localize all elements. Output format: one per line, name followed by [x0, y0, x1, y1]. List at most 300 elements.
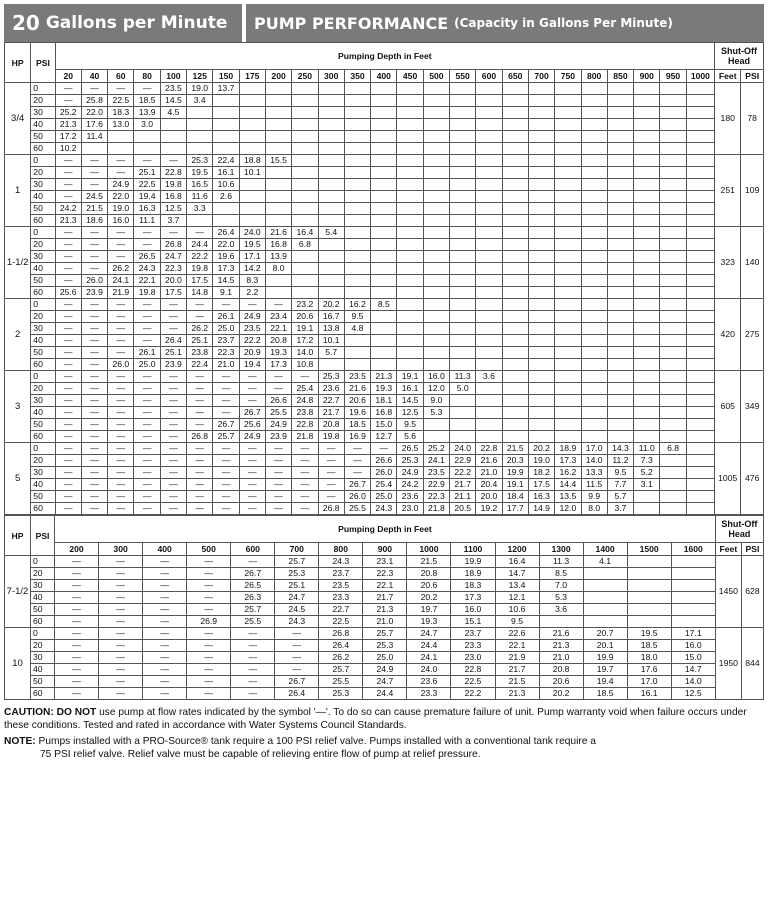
capacity-cell: —	[99, 556, 143, 568]
capacity-cell	[502, 83, 528, 95]
capacity-cell	[627, 616, 671, 628]
psi-cell: 30	[31, 179, 55, 191]
capacity-cell: 26.2	[187, 323, 213, 335]
capacity-cell: 23.5	[344, 371, 370, 383]
capacity-cell: 25.7	[363, 628, 407, 640]
table-row	[5, 628, 764, 640]
capacity-cell	[292, 95, 318, 107]
capacity-cell: 23.8	[187, 347, 213, 359]
capacity-cell: —	[213, 395, 239, 407]
capacity-cell: 24.9	[239, 311, 265, 323]
capacity-cell	[397, 107, 423, 119]
capacity-cell: 13.9	[265, 251, 291, 263]
capacity-cell	[660, 155, 686, 167]
capacity-cell: —	[143, 652, 187, 664]
capacity-cell	[213, 215, 239, 227]
capacity-cell	[607, 395, 633, 407]
capacity-cell: 21.5	[407, 556, 451, 568]
capacity-cell	[634, 107, 660, 119]
capacity-cell	[371, 155, 397, 167]
capacity-cell: —	[265, 503, 291, 515]
capacity-cell: —	[292, 455, 318, 467]
capacity-cell: —	[55, 407, 81, 419]
capacity-cell	[555, 215, 581, 227]
capacity-cell: —	[134, 395, 160, 407]
shutoff-feet-cell: 323	[715, 227, 741, 299]
capacity-cell: —	[239, 467, 265, 479]
capacity-cell: —	[55, 239, 81, 251]
capacity-cell: 19.2	[476, 503, 502, 515]
capacity-cell: 7.3	[634, 455, 660, 467]
capacity-cell: 3.7	[160, 215, 186, 227]
shutoff-feet-header: Feet	[715, 70, 741, 83]
capacity-cell: —	[81, 371, 107, 383]
capacity-cell: 25.3	[363, 640, 407, 652]
capacity-cell	[581, 359, 607, 371]
capacity-cell	[344, 335, 370, 347]
capacity-cell: —	[265, 443, 291, 455]
capacity-cell: 9.5	[495, 616, 539, 628]
capacity-cell	[344, 179, 370, 191]
capacity-cell	[371, 119, 397, 131]
psi-cell: 0	[31, 227, 55, 239]
capacity-cell: 22.5	[319, 616, 363, 628]
capacity-cell	[686, 419, 714, 431]
capacity-cell: 15.1	[451, 616, 495, 628]
capacity-cell	[476, 323, 502, 335]
capacity-cell: 25.4	[371, 479, 397, 491]
capacity-cell: 10.6	[495, 604, 539, 616]
capacity-cell: 24.1	[108, 275, 134, 287]
hp-cell: 10	[5, 628, 31, 700]
capacity-cell	[397, 359, 423, 371]
psi-header: PSI	[31, 43, 55, 83]
capacity-cell	[265, 215, 291, 227]
shutoff-psi-cell: 844	[741, 628, 763, 700]
capacity-cell	[686, 383, 714, 395]
depth-column-header: 650	[502, 70, 528, 83]
capacity-cell	[213, 95, 239, 107]
capacity-cell: 25.3	[397, 455, 423, 467]
capacity-cell	[627, 604, 671, 616]
capacity-cell	[371, 323, 397, 335]
capacity-cell: 5.6	[397, 431, 423, 443]
capacity-cell: —	[108, 431, 134, 443]
table-row	[5, 179, 764, 191]
capacity-cell: —	[187, 592, 231, 604]
capacity-cell: —	[265, 455, 291, 467]
depth-column-header: 1100	[451, 543, 495, 556]
capacity-cell: 26.1	[213, 311, 239, 323]
depth-column-header: 40	[81, 70, 107, 83]
capacity-cell	[476, 359, 502, 371]
psi-cell: 30	[31, 395, 55, 407]
capacity-cell	[528, 143, 554, 155]
capacity-cell: —	[55, 311, 81, 323]
capacity-cell: 24.9	[363, 664, 407, 676]
table-row	[5, 676, 764, 688]
capacity-cell: 16.9	[344, 431, 370, 443]
table-row	[5, 263, 764, 275]
capacity-cell: —	[55, 263, 81, 275]
capacity-cell	[450, 107, 476, 119]
capacity-cell	[634, 395, 660, 407]
capacity-cell	[671, 580, 715, 592]
capacity-cell: 19.6	[213, 251, 239, 263]
capacity-cell: 22.2	[451, 688, 495, 700]
capacity-cell: —	[213, 371, 239, 383]
capacity-cell	[555, 395, 581, 407]
table-row	[5, 131, 764, 143]
capacity-cell	[528, 203, 554, 215]
capacity-cell	[397, 299, 423, 311]
psi-cell: 40	[31, 664, 55, 676]
capacity-cell	[502, 95, 528, 107]
table-row	[5, 239, 764, 251]
capacity-cell	[660, 335, 686, 347]
capacity-cell: 25.5	[231, 616, 275, 628]
capacity-cell	[686, 143, 714, 155]
capacity-cell	[397, 275, 423, 287]
capacity-cell	[397, 191, 423, 203]
capacity-cell	[607, 407, 633, 419]
capacity-cell	[423, 347, 449, 359]
performance-table-lower	[4, 515, 764, 700]
capacity-cell	[581, 335, 607, 347]
capacity-cell: —	[99, 604, 143, 616]
capacity-cell	[660, 251, 686, 263]
capacity-cell	[607, 323, 633, 335]
capacity-cell: 24.3	[134, 263, 160, 275]
capacity-cell	[397, 251, 423, 263]
capacity-cell: 14.2	[239, 263, 265, 275]
capacity-cell	[634, 299, 660, 311]
capacity-cell	[660, 227, 686, 239]
capacity-cell	[660, 431, 686, 443]
capacity-cell	[318, 155, 344, 167]
psi-cell: 40	[31, 335, 55, 347]
capacity-cell: 16.4	[292, 227, 318, 239]
capacity-cell	[344, 287, 370, 299]
capacity-cell: —	[134, 383, 160, 395]
capacity-cell: 24.9	[397, 467, 423, 479]
shutoff-feet-cell: 420	[715, 299, 741, 371]
capacity-cell	[292, 179, 318, 191]
capacity-cell	[660, 143, 686, 155]
capacity-cell: 21.3	[55, 215, 81, 227]
capacity-cell: —	[265, 467, 291, 479]
capacity-cell: 19.5	[239, 239, 265, 251]
capacity-cell: 9.5	[344, 311, 370, 323]
capacity-cell: —	[108, 371, 134, 383]
capacity-cell	[634, 227, 660, 239]
capacity-cell: —	[55, 251, 81, 263]
capacity-cell	[371, 263, 397, 275]
capacity-cell	[607, 347, 633, 359]
capacity-cell	[581, 263, 607, 275]
capacity-cell: 20.6	[407, 580, 451, 592]
capacity-cell: —	[108, 83, 134, 95]
capacity-cell: —	[55, 556, 99, 568]
psi-cell: 20	[31, 640, 55, 652]
capacity-cell: 23.6	[397, 491, 423, 503]
capacity-cell: 23.5	[319, 580, 363, 592]
capacity-cell	[660, 323, 686, 335]
capacity-cell: 22.5	[451, 676, 495, 688]
capacity-cell: 26.4	[275, 688, 319, 700]
depth-column-header: 150	[213, 70, 239, 83]
capacity-cell	[686, 107, 714, 119]
capacity-cell: 26.7	[231, 568, 275, 580]
capacity-cell	[686, 407, 714, 419]
capacity-cell: —	[55, 275, 81, 287]
capacity-cell: —	[160, 419, 186, 431]
capacity-cell: —	[108, 347, 134, 359]
capacity-cell: —	[81, 83, 107, 95]
capacity-cell: 24.3	[275, 616, 319, 628]
shutoff-feet-header: Feet	[715, 543, 741, 556]
hp-cell: 5	[5, 443, 31, 515]
capacity-cell: —	[187, 443, 213, 455]
capacity-cell: —	[231, 640, 275, 652]
capacity-cell: —	[55, 155, 81, 167]
capacity-cell: —	[231, 652, 275, 664]
capacity-cell: —	[231, 556, 275, 568]
capacity-cell	[318, 287, 344, 299]
shutoff-feet-cell: 1005	[715, 443, 741, 515]
capacity-cell: 26.3	[231, 592, 275, 604]
pumping-depth-header: Pumping Depth in Feet	[55, 43, 715, 70]
capacity-cell: 11.4	[81, 131, 107, 143]
capacity-cell: 21.3	[539, 640, 583, 652]
depth-column-header: 750	[555, 70, 581, 83]
capacity-cell	[292, 275, 318, 287]
capacity-cell: 18.1	[371, 395, 397, 407]
capacity-cell	[187, 215, 213, 227]
capacity-cell: —	[143, 616, 187, 628]
capacity-cell: —	[55, 335, 81, 347]
capacity-cell	[634, 251, 660, 263]
capacity-cell: 26.9	[187, 616, 231, 628]
capacity-cell	[476, 119, 502, 131]
capacity-cell: —	[231, 688, 275, 700]
capacity-cell: —	[134, 503, 160, 515]
capacity-cell: —	[99, 664, 143, 676]
capacity-cell	[450, 191, 476, 203]
shutoff-psi-cell: 140	[741, 227, 764, 299]
table-row	[5, 503, 764, 515]
shutoff-psi-cell: 78	[741, 83, 764, 155]
depth-column-header: 125	[187, 70, 213, 83]
capacity-cell: 16.4	[495, 556, 539, 568]
capacity-cell	[423, 143, 449, 155]
capacity-cell	[502, 191, 528, 203]
capacity-cell	[344, 359, 370, 371]
capacity-cell	[292, 155, 318, 167]
capacity-cell: 20.8	[265, 335, 291, 347]
table-row	[5, 592, 764, 604]
capacity-cell: —	[239, 491, 265, 503]
capacity-cell: 17.6	[81, 119, 107, 131]
capacity-cell	[583, 592, 627, 604]
capacity-cell	[581, 95, 607, 107]
capacity-cell: —	[160, 155, 186, 167]
capacity-cell: —	[187, 395, 213, 407]
capacity-cell: —	[143, 580, 187, 592]
psi-cell: 0	[31, 83, 55, 95]
capacity-cell	[397, 263, 423, 275]
capacity-cell	[502, 203, 528, 215]
capacity-cell	[528, 263, 554, 275]
capacity-cell: 16.0	[108, 215, 134, 227]
capacity-cell: —	[160, 503, 186, 515]
capacity-cell: 20.2	[528, 443, 554, 455]
capacity-cell	[528, 335, 554, 347]
capacity-cell	[660, 299, 686, 311]
psi-cell: 60	[31, 143, 55, 155]
capacity-cell: 25.7	[213, 431, 239, 443]
capacity-cell: 9.5	[607, 467, 633, 479]
psi-cell: 40	[31, 119, 55, 131]
capacity-cell: 19.8	[187, 263, 213, 275]
capacity-cell: 26.1	[134, 347, 160, 359]
capacity-cell: —	[99, 652, 143, 664]
psi-cell: 30	[31, 467, 55, 479]
capacity-cell: 19.8	[160, 179, 186, 191]
capacity-cell: —	[81, 419, 107, 431]
capacity-cell: 25.0	[213, 323, 239, 335]
psi-cell: 30	[31, 251, 55, 263]
capacity-cell	[555, 119, 581, 131]
capacity-cell	[583, 568, 627, 580]
capacity-cell	[607, 95, 633, 107]
capacity-cell: —	[213, 491, 239, 503]
capacity-cell: —	[55, 467, 81, 479]
capacity-cell: —	[55, 652, 99, 664]
depth-column-header: 300	[318, 70, 344, 83]
depth-column-header: 100	[160, 70, 186, 83]
depth-column-header: 350	[344, 70, 370, 83]
capacity-cell	[371, 275, 397, 287]
capacity-cell	[555, 239, 581, 251]
capacity-cell: 18.4	[502, 491, 528, 503]
capacity-cell: —	[108, 395, 134, 407]
capacity-cell	[528, 347, 554, 359]
capacity-cell: 4.5	[160, 107, 186, 119]
capacity-cell: —	[55, 640, 99, 652]
capacity-cell: 25.7	[319, 664, 363, 676]
capacity-cell	[134, 143, 160, 155]
capacity-cell: —	[55, 167, 81, 179]
capacity-cell	[476, 227, 502, 239]
capacity-cell	[555, 347, 581, 359]
capacity-cell	[292, 263, 318, 275]
capacity-cell: 23.7	[213, 335, 239, 347]
capacity-cell: —	[187, 383, 213, 395]
capacity-cell	[476, 131, 502, 143]
capacity-cell: 5.0	[450, 383, 476, 395]
capacity-cell: 11.2	[607, 455, 633, 467]
capacity-cell: 26.8	[187, 431, 213, 443]
capacity-cell	[318, 179, 344, 191]
shutoff-feet-cell: 1950	[715, 628, 741, 700]
performance-title: PUMP PERFORMANCE	[254, 13, 449, 33]
capacity-cell: 20.8	[318, 419, 344, 431]
capacity-cell: 17.5	[160, 287, 186, 299]
capacity-cell	[476, 263, 502, 275]
capacity-cell: 12.0	[555, 503, 581, 515]
capacity-cell: —	[213, 443, 239, 455]
capacity-cell: —	[160, 431, 186, 443]
capacity-cell	[686, 395, 714, 407]
capacity-cell	[671, 604, 715, 616]
capacity-cell: 13.8	[318, 323, 344, 335]
capacity-cell: 19.3	[407, 616, 451, 628]
capacity-cell: —	[81, 479, 107, 491]
capacity-cell	[476, 395, 502, 407]
capacity-cell: —	[160, 311, 186, 323]
capacity-cell	[423, 335, 449, 347]
capacity-cell: —	[134, 479, 160, 491]
capacity-cell: —	[160, 455, 186, 467]
capacity-cell	[555, 323, 581, 335]
capacity-cell: 16.1	[627, 688, 671, 700]
capacity-cell	[555, 83, 581, 95]
capacity-cell	[371, 359, 397, 371]
table-row	[5, 640, 764, 652]
capacity-cell: 18.6	[81, 215, 107, 227]
capacity-cell: 25.7	[275, 556, 319, 568]
depth-column-header: 1000	[686, 70, 714, 83]
capacity-cell: —	[187, 568, 231, 580]
capacity-cell	[160, 143, 186, 155]
capacity-cell	[292, 119, 318, 131]
capacity-cell: 24.3	[371, 503, 397, 515]
psi-cell: 40	[31, 407, 55, 419]
capacity-cell	[344, 227, 370, 239]
capacity-cell	[581, 395, 607, 407]
capacity-cell	[450, 95, 476, 107]
capacity-cell: —	[160, 479, 186, 491]
table-row	[5, 95, 764, 107]
capacity-cell: 22.8	[160, 167, 186, 179]
capacity-cell: 25.0	[134, 359, 160, 371]
capacity-cell: 20.9	[239, 347, 265, 359]
capacity-cell	[555, 95, 581, 107]
capacity-cell	[476, 191, 502, 203]
capacity-cell	[528, 407, 554, 419]
capacity-cell: —	[99, 580, 143, 592]
capacity-cell	[686, 359, 714, 371]
capacity-cell	[660, 311, 686, 323]
capacity-cell: 20.1	[583, 640, 627, 652]
capacity-cell	[528, 215, 554, 227]
depth-column-header: 175	[239, 70, 265, 83]
capacity-cell	[423, 227, 449, 239]
capacity-cell: 16.8	[160, 191, 186, 203]
capacity-cell: —	[108, 167, 134, 179]
capacity-cell	[660, 419, 686, 431]
capacity-cell: 21.9	[108, 287, 134, 299]
capacity-cell: 12.7	[371, 431, 397, 443]
table-row	[5, 203, 764, 215]
capacity-cell: —	[160, 371, 186, 383]
capacity-cell	[371, 179, 397, 191]
capacity-cell: 19.0	[187, 83, 213, 95]
capacity-cell: —	[213, 299, 239, 311]
capacity-cell	[476, 287, 502, 299]
capacity-cell	[371, 191, 397, 203]
